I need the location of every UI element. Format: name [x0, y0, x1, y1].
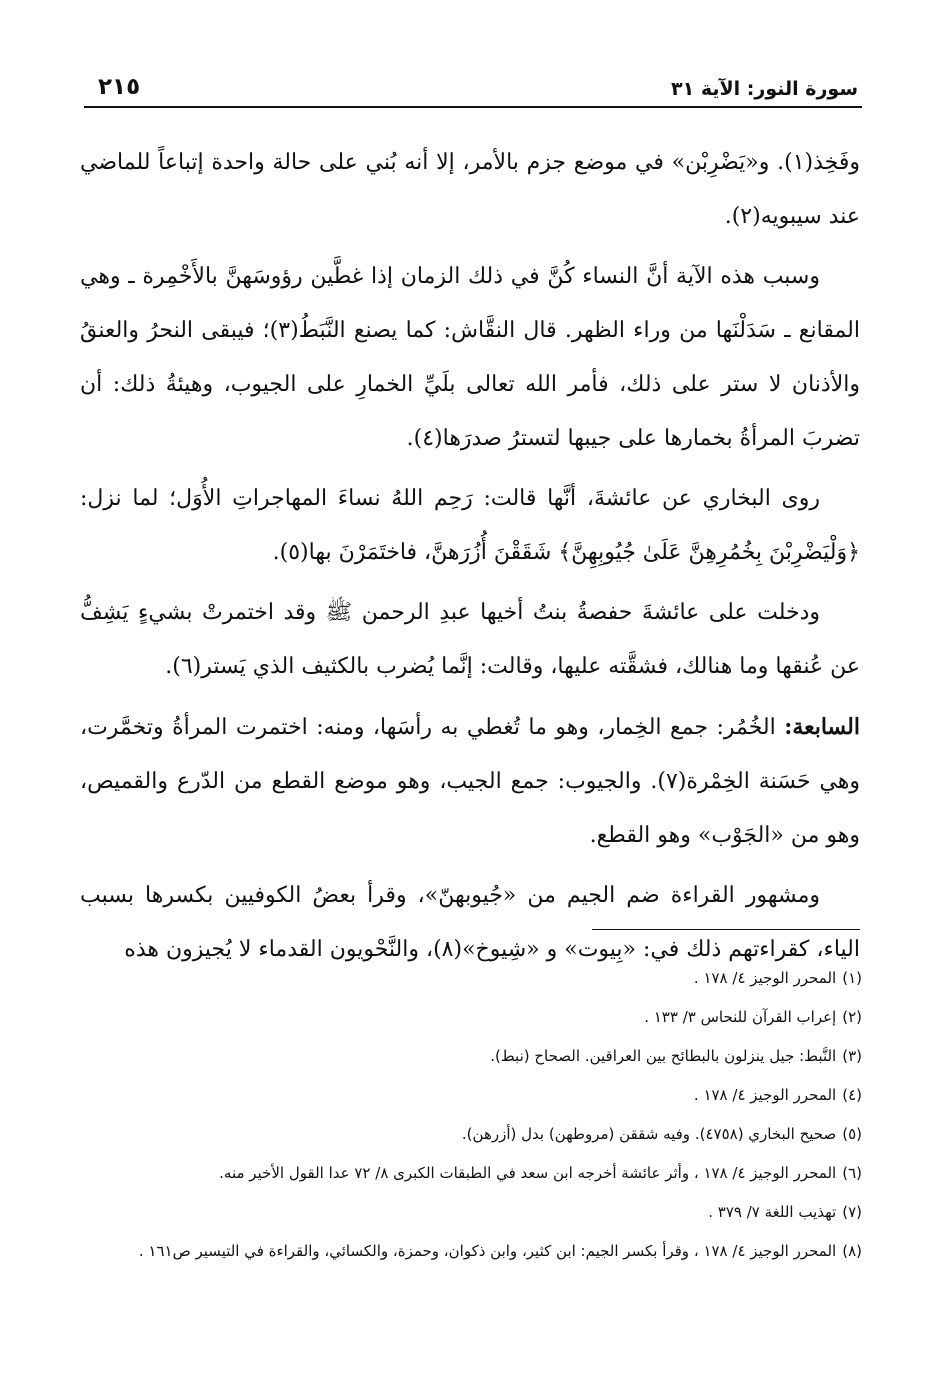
running-title: سورة النور: الآية ٣١ — [671, 78, 858, 100]
footnote-7 — [80, 1198, 862, 1226]
footnote-1 — [80, 964, 862, 992]
footnote-8 — [80, 1237, 862, 1265]
footnote-separator — [592, 929, 860, 930]
footnote-text: صحيح البخاري (٤٧٥٨). وفيه شققن (مروطهن) بدل (أزرهن). — [461, 1125, 837, 1143]
page-number: ٢١٥ — [98, 74, 141, 100]
footnote-number: (١) — [842, 969, 862, 987]
footnotes — [80, 964, 862, 1276]
footnote-text: تهذيب اللغة ٧/ ٣٧٩ . — [708, 1203, 837, 1221]
footnote-5 — [80, 1120, 862, 1148]
footnote-text: المحرر الوجيز ٤/ ١٧٨ . — [693, 1086, 837, 1104]
page-header — [84, 62, 862, 108]
paragraph-1: وفَخِذ(١). و«يَضْرِبْن» في موضع جزم بالأمر، إلا أنه بُني على حالة واحدة إتباعاً للماضي عند سيبويه(٢). — [80, 150, 860, 229]
footnote-number: (٧) — [842, 1203, 862, 1221]
footnote-4 — [80, 1081, 862, 1109]
paragraph-4: ودخلت على عائشةَ حفصةُ بنتُ أخيها عبدِ الرحمن ﷺ وقد اختمرتْ بشيءٍ يَشِفُّ عن عُنقها وما هنالك، فشقَّته عليها، وقالت: إنَّما يُضرب بالكثيف الذي يَستر(٦). — [80, 600, 860, 679]
paragraph-5-text: الخُمُر: جمع الخِمار، وهو ما تُغطي به رأسَها، ومنه: اختمرت المرأةُ وتخمَّرت، وهي حَسَنة الخِمْرة(٧). والجيوب: جمع الجيب، وهو موضع القطع من الدّرع والقميص، وهو من «الجَوْب» وهو القطع. — [80, 715, 860, 848]
footnote-number: (٢) — [842, 1008, 862, 1026]
footnote-6 — [80, 1159, 862, 1187]
footnote-text: المحرر الوجيز ٤/ ١٧٨ ، وأثر عائشة أخرجه ابن سعد في الطبقات الكبرى ٨/ ٧٢ عدا القول الأخير منه. — [219, 1164, 837, 1182]
footnote-number: (٥) — [842, 1125, 862, 1143]
footnote-number: (٣) — [842, 1047, 862, 1065]
paragraph-5 — [80, 700, 860, 863]
footnote-text: المحرر الوجيز ٤/ ١٧٨ ، وقرأ بكسر الجيم: ابن كثير، وابن ذكوان، وحمزة، والكسائي، والقراءة في التيسير ص١٦١ . — [138, 1242, 837, 1260]
footnote-3 — [80, 1042, 862, 1070]
main-text — [80, 136, 860, 983]
footnote-text: النَّبط: جيل ينزلون بالبطائح بين العراقين. الصحاح (نبط). — [490, 1047, 837, 1065]
footnote-text: إعراب القرآن للنحاس ٣/ ١٣٣ . — [644, 1008, 837, 1026]
footnote-number: (٨) — [842, 1242, 862, 1260]
paragraph-3: روى البخاري عن عائشةَ، أنَّها قالت: رَحِم اللهُ نساءَ المهاجراتِ الأُوَل؛ لما نزل: ﴿وَلْيَضْرِبْنَ بِخُمُرِهِنَّ عَلَىٰ جُيُوبِهِنَّ﴾ شَقَقْنَ أُزُرَهنَّ، فاختَمَرْنَ بها(٥). — [80, 486, 860, 565]
paragraph-2: وسبب هذه الآية أنَّ النساء كُنَّ في ذلك الزمان إذا غطَّين رؤوسَهنَّ بالأَخْمِرة ـ وهي المقانع ـ سَدَلْنَها من وراء الظهر. قال النقَّاش: كما يصنع النَّبَطُ(٣)؛ فيبقى النحرُ والعنقُ والأذنان لا ستر على ذلك، فأمر الله تعالى بلَيِّ الخمارِ على الجيوب، وهيئةُ ذلك: أن تضربَ المرأةُ بخمارها على جيبها لتسترُ صدرَها(٤). — [80, 264, 860, 451]
footnote-number: (٦) — [842, 1164, 862, 1182]
footnote-text: المحرر الوجيز ٤/ ١٧٨ . — [693, 969, 837, 987]
footnote-2 — [80, 1003, 862, 1031]
paragraph-6: ومشهور القراءة ضم الجيم من «جُيوبهنّ»، وقرأ بعضُ الكوفيين بكسرها بسبب الياء، كقراءتهم ذلك في: «بِيوت» و «شِيوخ»(٨)، والنَّحْويون القدماء لا يُجيزون هذه — [80, 883, 860, 962]
section-lead: السابعة: — [784, 714, 860, 740]
footnote-number: (٤) — [842, 1086, 862, 1104]
